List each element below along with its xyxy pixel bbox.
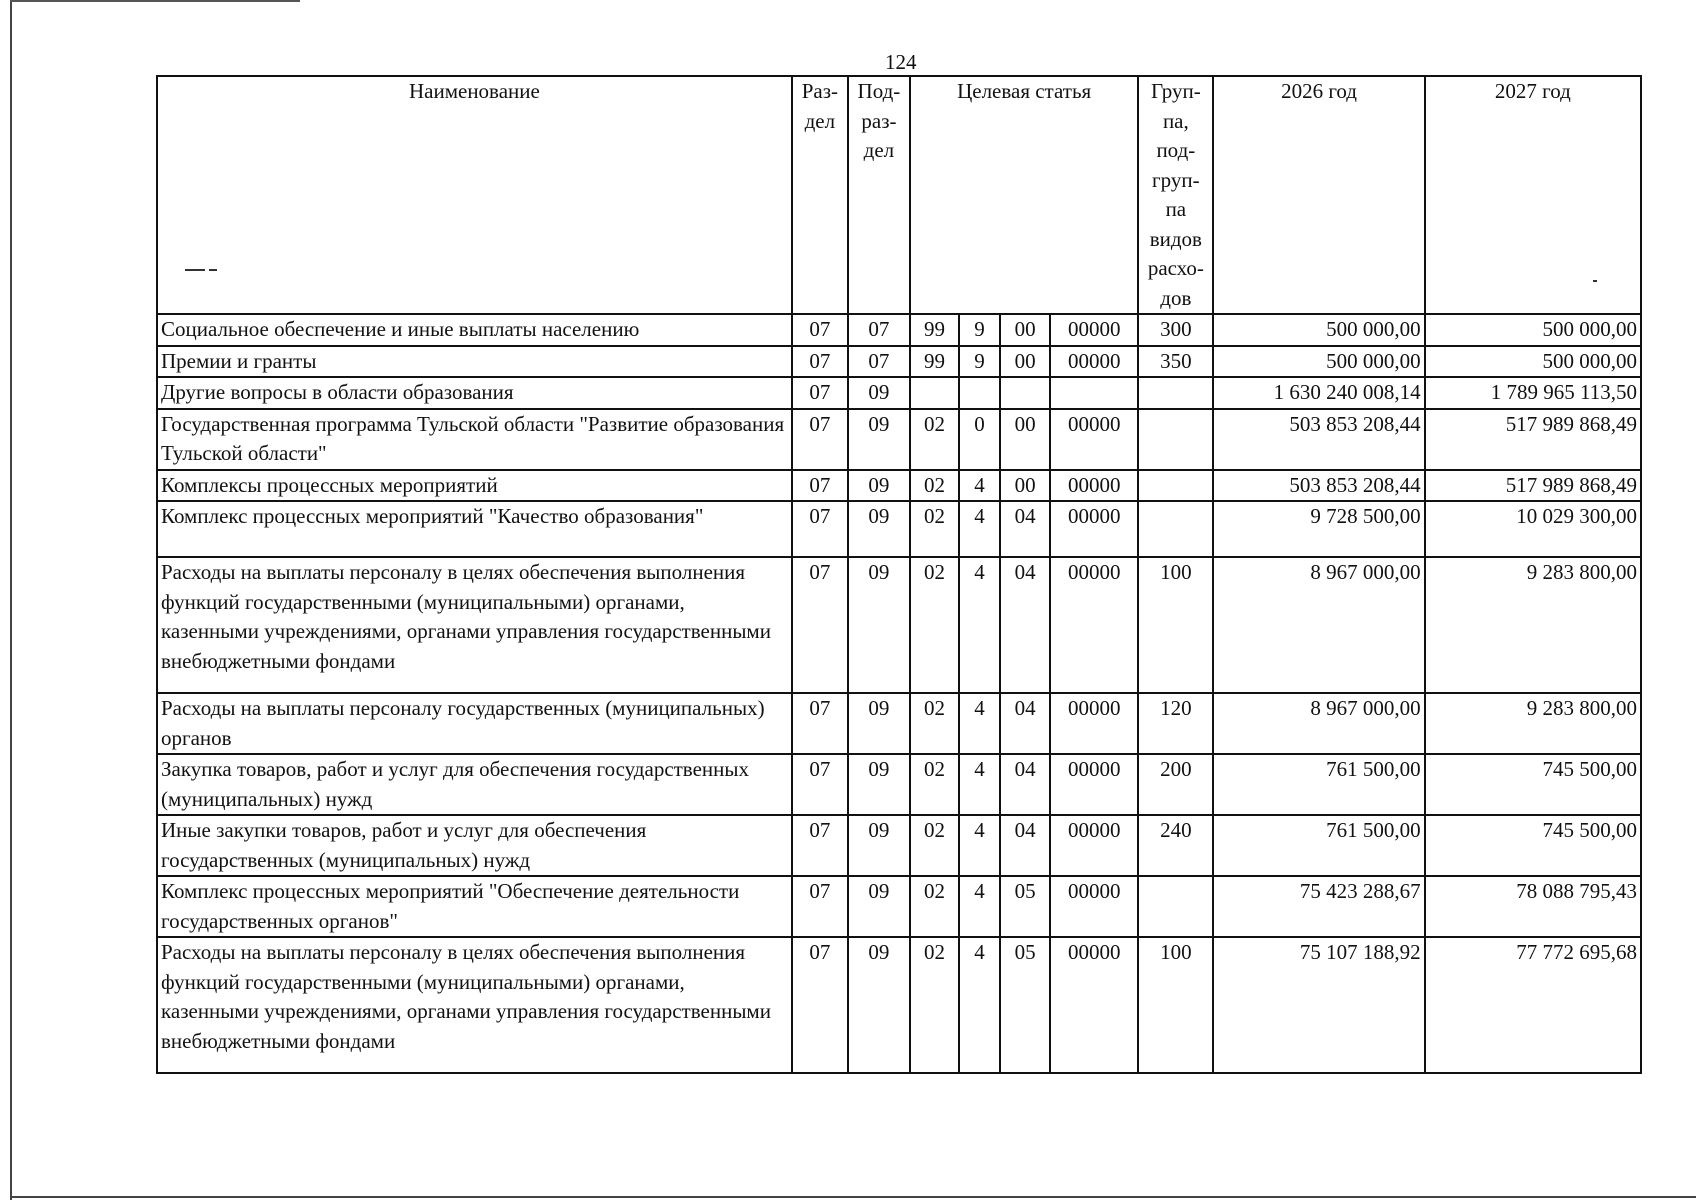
cell-expense-group <box>1138 470 1213 502</box>
cell-razdel: 07 <box>792 409 848 470</box>
cell-expense-group: 240 <box>1138 815 1213 876</box>
cell-target-type: 4 <box>959 557 1000 693</box>
cell-target-direction: 00000 <box>1050 754 1138 815</box>
cell-podrazdel: 09 <box>848 557 910 693</box>
table-row <box>157 876 1641 937</box>
cell-amount-2026: 503 853 208,44 <box>1213 409 1424 470</box>
cell-target-program: 02 <box>910 876 959 937</box>
cell-amount-2026: 8 967 000,00 <box>1213 557 1424 693</box>
cell-amount-2027: 745 500,00 <box>1425 754 1641 815</box>
cell-target-direction <box>1050 377 1138 409</box>
cell-razdel: 07 <box>792 346 848 378</box>
cell-target-direction: 00000 <box>1050 693 1138 754</box>
cell-target-type: 4 <box>959 501 1000 557</box>
cell-target-program: 02 <box>910 501 959 557</box>
cell-target-type: 9 <box>959 346 1000 378</box>
cell-target-program: 02 <box>910 754 959 815</box>
cell-razdel: 07 <box>792 876 848 937</box>
cell-expense-group: 120 <box>1138 693 1213 754</box>
header-razdel: Раз- дел <box>792 76 848 314</box>
table-header-row <box>157 76 1641 314</box>
cell-target-direction: 00000 <box>1050 346 1138 378</box>
table-body <box>157 314 1641 1073</box>
scan-border-left <box>10 0 12 1200</box>
cell-razdel: 07 <box>792 314 848 346</box>
cell-target-type: 0 <box>959 409 1000 470</box>
cell-target-program: 02 <box>910 409 959 470</box>
cell-name: Закупка товаров, работ и услуг для обеспечения государственных (муниципальных) нужд <box>157 754 792 815</box>
cell-amount-2027: 500 000,00 <box>1425 314 1641 346</box>
cell-podrazdel: 09 <box>848 377 910 409</box>
cell-expense-group: 100 <box>1138 557 1213 693</box>
cell-amount-2026: 75 423 288,67 <box>1213 876 1424 937</box>
cell-name: Социальное обеспечение и иные выплаты населению <box>157 314 792 346</box>
cell-target-program: 99 <box>910 346 959 378</box>
cell-amount-2026: 500 000,00 <box>1213 346 1424 378</box>
cell-target-type: 9 <box>959 314 1000 346</box>
cell-amount-2027: 1 789 965 113,50 <box>1425 377 1641 409</box>
scan-dash-mark <box>185 258 227 261</box>
cell-name: Расходы на выплаты персоналу в целях обеспечения выполнения функций государственными (муниципальными) органами, казенными учреждениями, органами управления государственными внебюджетными фондами <box>157 937 792 1073</box>
cell-razdel: 07 <box>792 470 848 502</box>
cell-target-type: 4 <box>959 937 1000 1073</box>
cell-target-type: 4 <box>959 876 1000 937</box>
header-target-article: Целевая статья <box>910 76 1138 314</box>
cell-amount-2026: 1 630 240 008,14 <box>1213 377 1424 409</box>
cell-razdel: 07 <box>792 754 848 815</box>
cell-podrazdel: 09 <box>848 409 910 470</box>
header-year-2026: 2026 год <box>1213 76 1424 314</box>
table-row <box>157 470 1641 502</box>
header-expense-group: Груп- па, под- груп- па видов расхо- дов <box>1138 76 1213 314</box>
table-row <box>157 693 1641 754</box>
cell-name: Комплексы процессных мероприятий <box>157 470 792 502</box>
cell-amount-2026: 503 853 208,44 <box>1213 470 1424 502</box>
cell-amount-2027: 517 989 868,49 <box>1425 470 1641 502</box>
cell-podrazdel: 09 <box>848 501 910 557</box>
cell-name: Другие вопросы в области образования <box>157 377 792 409</box>
cell-expense-group <box>1138 409 1213 470</box>
table-row <box>157 501 1641 557</box>
cell-name: Расходы на выплаты персоналу государственных (муниципальных) органов <box>157 693 792 754</box>
cell-expense-group <box>1138 501 1213 557</box>
table-row <box>157 409 1641 470</box>
cell-amount-2027: 77 772 695,68 <box>1425 937 1641 1073</box>
cell-amount-2027: 9 283 800,00 <box>1425 693 1641 754</box>
cell-amount-2027: 9 283 800,00 <box>1425 557 1641 693</box>
cell-target-type: 4 <box>959 693 1000 754</box>
cell-amount-2027: 517 989 868,49 <box>1425 409 1641 470</box>
cell-expense-group: 300 <box>1138 314 1213 346</box>
cell-target-direction: 00000 <box>1050 409 1138 470</box>
cell-target-subprogram: 00 <box>1000 409 1050 470</box>
cell-target-direction: 00000 <box>1050 314 1138 346</box>
cell-amount-2027: 10 029 300,00 <box>1425 501 1641 557</box>
scan-dot-mark <box>1593 280 1597 282</box>
cell-podrazdel: 07 <box>848 314 910 346</box>
cell-target-program: 02 <box>910 693 959 754</box>
cell-razdel: 07 <box>792 377 848 409</box>
table-row <box>157 314 1641 346</box>
cell-target-subprogram: 05 <box>1000 937 1050 1073</box>
cell-target-subprogram: 04 <box>1000 557 1050 693</box>
cell-name: Комплекс процессных мероприятий "Качество образования" <box>157 501 792 557</box>
cell-name: Иные закупки товаров, работ и услуг для обеспечения государственных (муниципальных) нужд <box>157 815 792 876</box>
table-row <box>157 815 1641 876</box>
cell-expense-group: 200 <box>1138 754 1213 815</box>
cell-podrazdel: 07 <box>848 346 910 378</box>
table-row <box>157 377 1641 409</box>
cell-name: Государственная программа Тульской области "Развитие образования Тульской области" <box>157 409 792 470</box>
cell-target-type <box>959 377 1000 409</box>
cell-amount-2026: 500 000,00 <box>1213 314 1424 346</box>
cell-podrazdel: 09 <box>848 937 910 1073</box>
cell-target-subprogram: 05 <box>1000 876 1050 937</box>
cell-target-direction: 00000 <box>1050 501 1138 557</box>
cell-target-program: 02 <box>910 815 959 876</box>
header-podrazdel: Под- раз- дел <box>848 76 910 314</box>
cell-target-program: 02 <box>910 937 959 1073</box>
cell-target-program: 99 <box>910 314 959 346</box>
scan-border-bottom <box>10 1196 1696 1198</box>
cell-amount-2026: 75 107 188,92 <box>1213 937 1424 1073</box>
cell-target-program: 02 <box>910 557 959 693</box>
cell-amount-2027: 500 000,00 <box>1425 346 1641 378</box>
cell-target-subprogram: 04 <box>1000 501 1050 557</box>
cell-target-subprogram <box>1000 377 1050 409</box>
cell-podrazdel: 09 <box>848 693 910 754</box>
cell-name: Расходы на выплаты персоналу в целях обеспечения выполнения функций государственными (муниципальными) органами, казенными учреждениями, органами управления государственными внебюджетными фондами <box>157 557 792 693</box>
cell-target-direction: 00000 <box>1050 937 1138 1073</box>
cell-target-program: 02 <box>910 470 959 502</box>
scan-border-top <box>10 0 300 2</box>
cell-target-subprogram: 00 <box>1000 346 1050 378</box>
cell-razdel: 07 <box>792 937 848 1073</box>
cell-amount-2026: 8 967 000,00 <box>1213 693 1424 754</box>
cell-podrazdel: 09 <box>848 470 910 502</box>
table-row <box>157 346 1641 378</box>
budget-table <box>156 75 1642 1074</box>
cell-podrazdel: 09 <box>848 754 910 815</box>
table-row <box>157 937 1641 1073</box>
cell-podrazdel: 09 <box>848 815 910 876</box>
cell-target-direction: 00000 <box>1050 470 1138 502</box>
cell-target-subprogram: 04 <box>1000 693 1050 754</box>
cell-target-direction: 00000 <box>1050 557 1138 693</box>
cell-target-type: 4 <box>959 815 1000 876</box>
cell-razdel: 07 <box>792 815 848 876</box>
cell-razdel: 07 <box>792 557 848 693</box>
cell-expense-group: 350 <box>1138 346 1213 378</box>
table-row <box>157 557 1641 693</box>
cell-expense-group <box>1138 876 1213 937</box>
cell-name: Премии и гранты <box>157 346 792 378</box>
cell-amount-2026: 761 500,00 <box>1213 815 1424 876</box>
cell-expense-group: 100 <box>1138 937 1213 1073</box>
cell-amount-2026: 761 500,00 <box>1213 754 1424 815</box>
cell-target-type: 4 <box>959 754 1000 815</box>
cell-razdel: 07 <box>792 501 848 557</box>
header-name: Наименование <box>157 76 792 314</box>
cell-razdel: 07 <box>792 693 848 754</box>
cell-podrazdel: 09 <box>848 876 910 937</box>
cell-amount-2027: 78 088 795,43 <box>1425 876 1641 937</box>
cell-name: Комплекс процессных мероприятий "Обеспечение деятельности государственных органов" <box>157 876 792 937</box>
cell-expense-group <box>1138 377 1213 409</box>
header-year-2027: 2027 год <box>1425 76 1641 314</box>
cell-target-program <box>910 377 959 409</box>
cell-target-subprogram: 00 <box>1000 314 1050 346</box>
cell-target-subprogram: 04 <box>1000 815 1050 876</box>
cell-target-subprogram: 00 <box>1000 470 1050 502</box>
page-number: 124 <box>885 50 917 74</box>
cell-amount-2026: 9 728 500,00 <box>1213 501 1424 557</box>
cell-amount-2027: 745 500,00 <box>1425 815 1641 876</box>
cell-target-direction: 00000 <box>1050 815 1138 876</box>
table-row <box>157 754 1641 815</box>
cell-target-direction: 00000 <box>1050 876 1138 937</box>
cell-target-type: 4 <box>959 470 1000 502</box>
cell-target-subprogram: 04 <box>1000 754 1050 815</box>
